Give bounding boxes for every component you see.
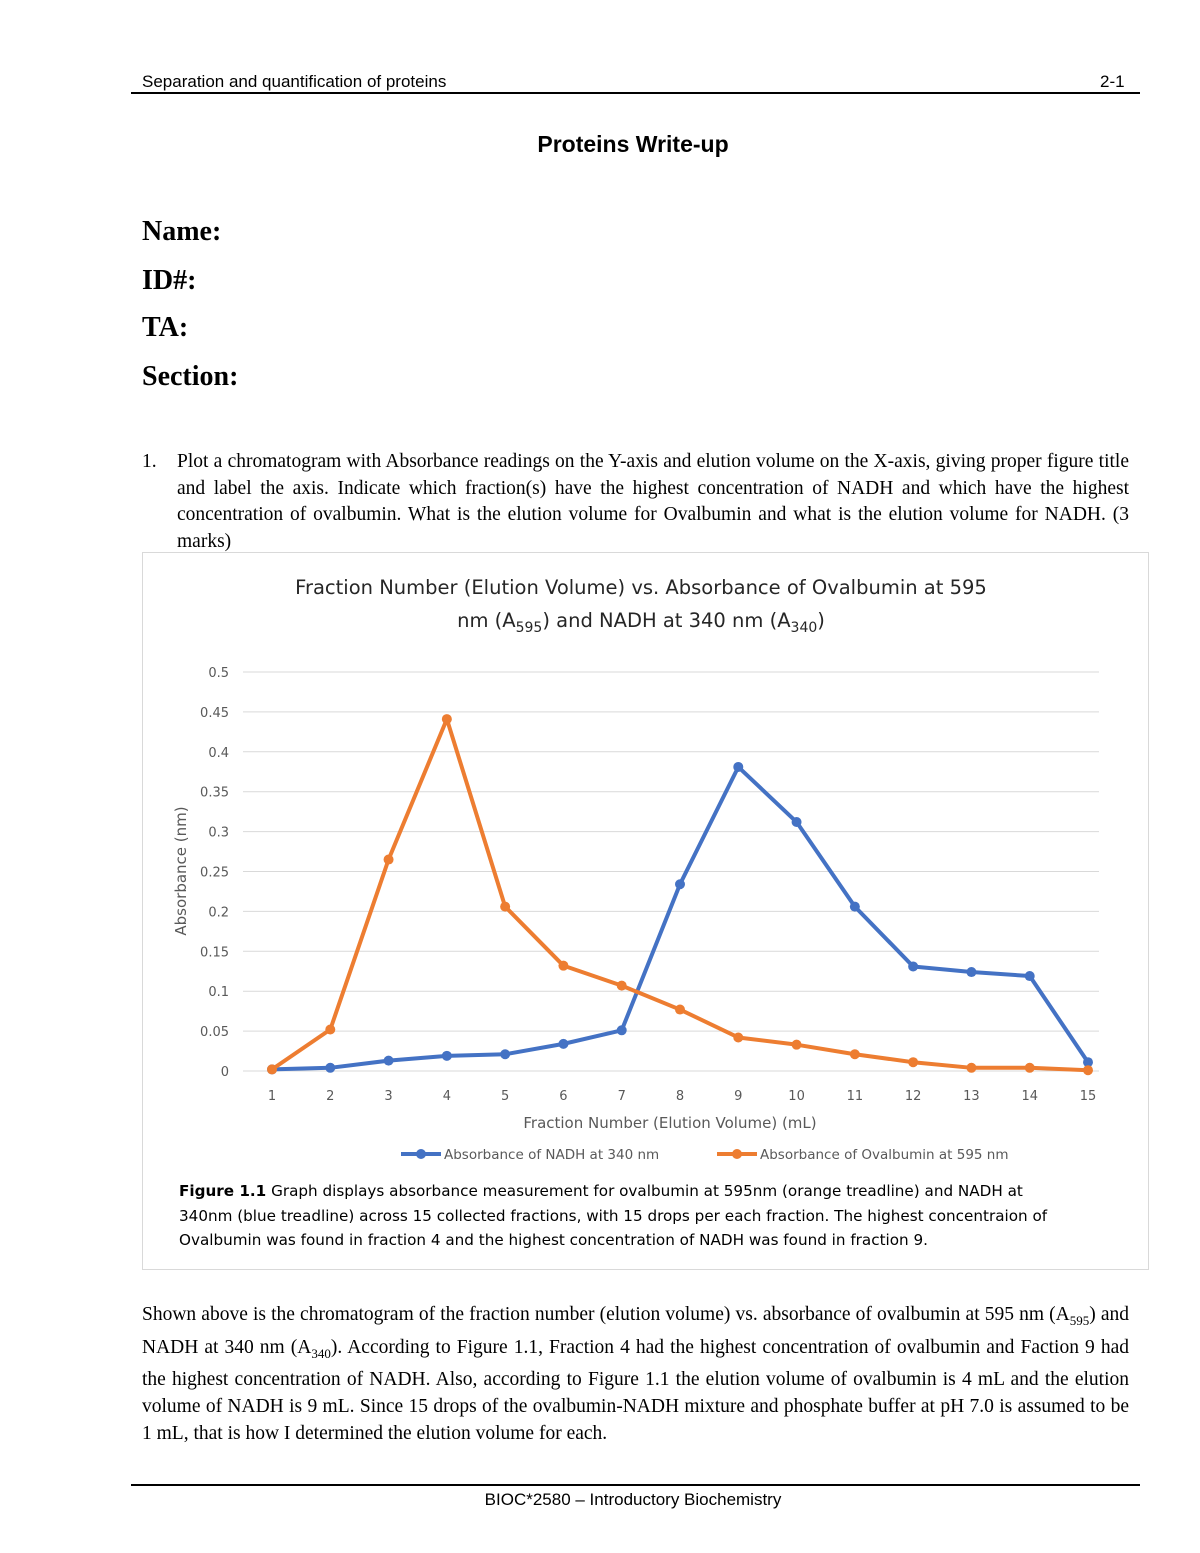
data-point-nadh [733, 762, 743, 772]
gridlines [243, 672, 1099, 1071]
y-tick-label: 0.35 [200, 785, 229, 801]
data-point-nadh [966, 967, 976, 977]
data-point-nadh [675, 879, 685, 889]
data-point-ovalbumin [325, 1025, 335, 1035]
data-point-ovalbumin [1083, 1065, 1093, 1075]
question-number: 1. [142, 451, 157, 472]
x-tick-label: 12 [904, 1089, 922, 1104]
y-tick-label: 0.45 [200, 705, 229, 721]
x-tick-label: 11 [846, 1089, 864, 1104]
chart-title-line-1: Fraction Number (Elution Volume) vs. Absorbance of Ovalbumin at 595 [295, 576, 987, 599]
data-point-ovalbumin [1025, 1063, 1035, 1073]
data-point-ovalbumin [733, 1032, 743, 1042]
data-point-nadh [384, 1056, 394, 1066]
figure-1-1 [142, 552, 1149, 1270]
data-point-ovalbumin [850, 1049, 860, 1059]
x-tick-label: 2 [326, 1089, 335, 1104]
data-point-ovalbumin [908, 1057, 918, 1067]
x-tick-label: 10 [788, 1089, 805, 1104]
question-1 [142, 449, 1129, 556]
x-tick-label: 13 [963, 1089, 980, 1104]
x-tick-label: 14 [1021, 1089, 1038, 1104]
data-point-nadh [325, 1063, 335, 1073]
chart-title-line-2 [457, 609, 825, 636]
document-title: Proteins Write-up [537, 131, 729, 157]
footer-rule [131, 1484, 1140, 1486]
figure-caption [179, 1179, 1079, 1253]
ta-field-label: TA: [142, 312, 189, 343]
data-series [267, 714, 1093, 1075]
legend-label-ovalbumin: Absorbance of Ovalbumin at 595 nm [760, 1147, 1009, 1163]
x-tick-label: 9 [734, 1089, 743, 1104]
x-tick-label: 8 [675, 1089, 685, 1104]
data-point-ovalbumin [384, 855, 394, 865]
figure-caption-label: Figure 1.1 [179, 1182, 267, 1200]
data-point-nadh [500, 1049, 510, 1059]
chart-title-part-3: ) and NADH at 340 nm (A [542, 609, 791, 632]
page-number: 2-1 [1100, 72, 1125, 91]
id-field-label: ID#: [142, 265, 197, 296]
data-point-ovalbumin [617, 981, 627, 991]
running-header-title: Separation and quantification of proteins [142, 72, 447, 91]
chart-legend [401, 1147, 1009, 1163]
data-point-ovalbumin [558, 961, 568, 971]
data-point-ovalbumin [966, 1063, 976, 1073]
chromatogram-chart [143, 553, 1150, 1271]
y-axis-label: Absorbance (nm) [172, 806, 190, 936]
x-tick-label: 6 [559, 1089, 568, 1104]
chart-title-sub-340: 340 [790, 620, 818, 636]
data-point-nadh [442, 1051, 452, 1061]
series-line-nadh [272, 767, 1088, 1069]
y-tick-label: 0.4 [208, 745, 229, 761]
data-point-nadh [908, 961, 918, 971]
section-field-label: Section: [142, 361, 239, 392]
data-point-nadh [792, 817, 802, 827]
chart-title-sub-595: 595 [515, 620, 543, 636]
chart-title-part-5: ) [817, 609, 825, 632]
answer-sub-595: 595 [1069, 1312, 1090, 1328]
x-axis-label: Fraction Number (Elution Volume) (mL) [523, 1114, 817, 1132]
figure-caption-text: Graph displays absorbance measurement for ovalbumin at 595nm (orange treadline) and NADH at 340nm (blue treadline) across 15 collected fractions, with 15 drops per each fraction. The highest concentraion of Ovalbumin was found in fraction 4 and the highest concentration of NADH was found in fraction 9. [179, 1182, 1048, 1249]
y-tick-label: 0.15 [200, 945, 229, 961]
y-tick-label: 0.05 [200, 1025, 229, 1041]
data-point-ovalbumin [267, 1064, 277, 1074]
data-point-nadh [558, 1039, 568, 1049]
legend-label-nadh: Absorbance of NADH at 340 nm [444, 1147, 660, 1163]
header-rule [131, 92, 1140, 94]
x-tick-label: 15 [1079, 1089, 1097, 1104]
y-tick-label: 0.5 [208, 666, 229, 681]
data-point-nadh [1025, 971, 1035, 981]
x-tick-label: 5 [501, 1089, 510, 1104]
x-tick-label: 3 [384, 1089, 393, 1104]
x-tick-label: 4 [442, 1089, 451, 1104]
data-point-ovalbumin [792, 1040, 802, 1050]
chart-title-part-1: nm (A [457, 609, 516, 632]
legend-marker-nadh [416, 1149, 426, 1159]
x-tick-label: 1 [267, 1089, 277, 1104]
running-footer: BIOC*2580 – Introductory Biochemistry [484, 1490, 782, 1509]
series-line-ovalbumin [272, 719, 1088, 1070]
y-tick-label: 0.2 [208, 905, 229, 921]
question-text: Plot a chromatogram with Absorbance readings on the Y-axis and elution volume on the X-axis, giving proper figure title and label the axis. Indicate which fraction(s) have the highest concentration of NADH and which have the highest concentration of ovalbumin. What is the elution volume for Ovalbumin and what is the elution volume for NADH. (3 marks) [177, 451, 1129, 553]
y-tick-label: 0.1 [208, 985, 229, 1001]
y-tick-label: 0.25 [200, 865, 229, 881]
x-tick-label: 7 [617, 1089, 626, 1104]
name-field-label: Name: [142, 216, 222, 247]
data-point-ovalbumin [500, 902, 510, 912]
data-point-ovalbumin [675, 1005, 685, 1015]
x-axis-ticks [268, 1089, 1096, 1104]
data-point-nadh [617, 1025, 627, 1035]
answer-sub-340: 340 [311, 1345, 331, 1361]
legend-marker-ovalbumin [732, 1149, 742, 1159]
y-tick-label: 0.3 [208, 825, 229, 841]
answer-paragraph [142, 1302, 1129, 1447]
answer-part-3: ). According to Figure 1.1, Fraction 4 had the highest concentration of ovalbumin and Faction 9 had the highest concentration of NADH. Also, according to Figure 1.1 the elution volume of ovalbumin is 4 mL and the elution volume of NADH is 9 mL. Since 15 drops of the ovalbumin-NADH mixture and phosphate buffer at pH 7.0 is assumed to be 1 mL, that is how I determined the elution volume for each. [142, 1336, 1129, 1444]
data-point-nadh [850, 902, 860, 912]
y-axis-ticks [200, 666, 229, 1080]
answer-part-2: ) and NADH at 340 nm (A [142, 1304, 1130, 1358]
data-point-ovalbumin [442, 714, 452, 724]
answer-part-1: Shown above is the chromatogram of the fraction number (elution volume) vs. absorbance of ovalbumin at 595 nm (A [142, 1304, 1070, 1325]
y-tick-label: 0 [220, 1065, 229, 1080]
